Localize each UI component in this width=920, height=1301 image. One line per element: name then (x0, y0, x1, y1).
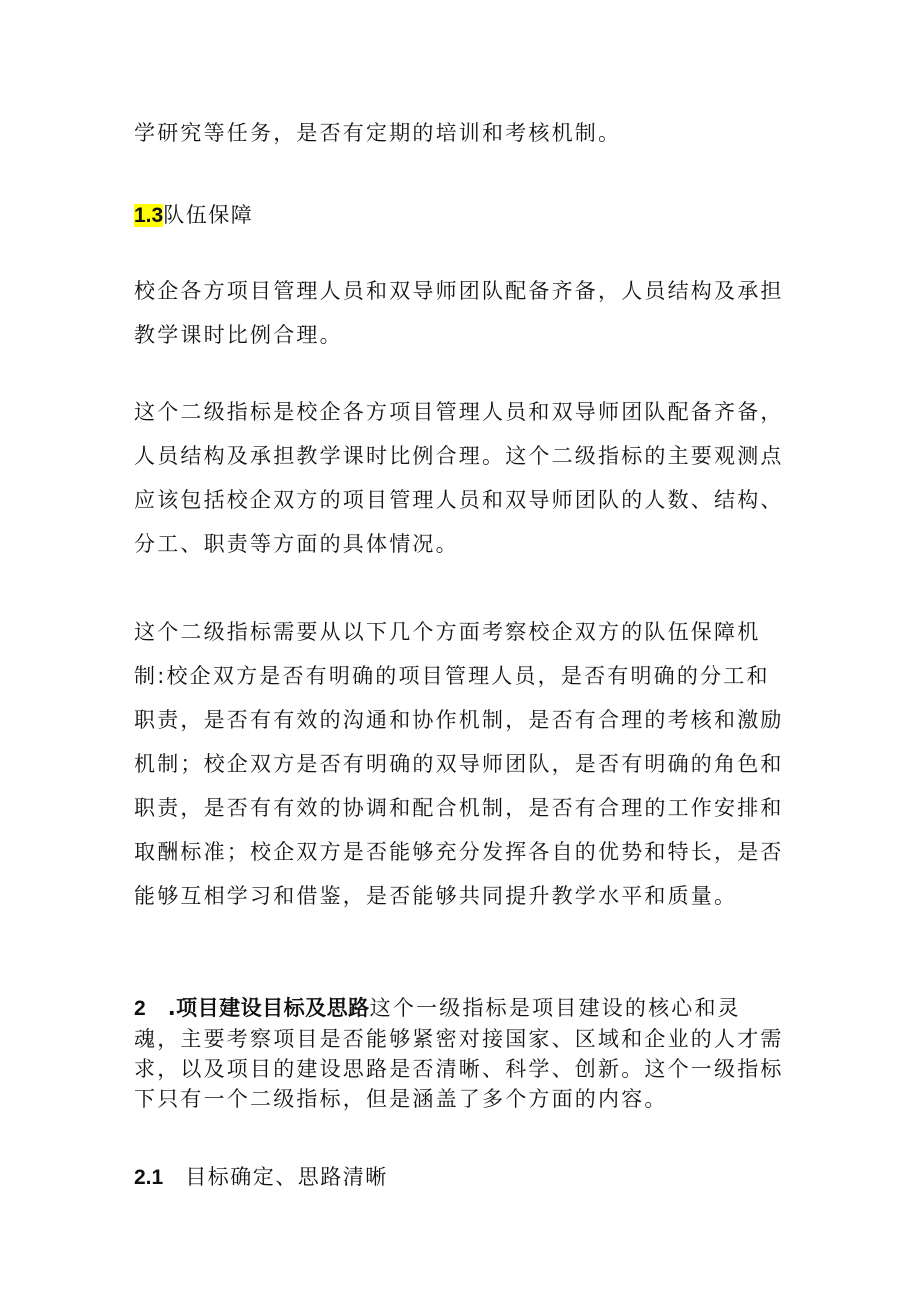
section-2-title: .项目建设目标及思路 (167, 996, 370, 1020)
paragraph-1-3-a: 校企各方项目管理人员和双导师团队配备齐备，人员结构及承担教学课时比例合理。 (134, 279, 784, 347)
section-2-number: 2 (134, 997, 146, 1020)
heading-2-1-title: 目标确定、思路清晰 (185, 1165, 388, 1189)
section-2-body: 这个一级指标是项目建设的核心和灵魂，主要考察项目是否能够紧密对接国家、区域和企业的人才需求，以及项目的建设思路是否清晰、科学、创新。这个一级指标下只有一个二级指标，但是涵盖了多个方面的内容。 (134, 996, 784, 1111)
paragraph-1-3-c: 这个二级指标需要从以下几个方面考察校企双方的队伍保障机制:校企双方是否有明确的项目管理人员，是否有明确的分工和职责，是否有有效的沟通和协作机制，是否有合理的考核和激励机制；校企双方是否有明确的双导师团队，是否有明确的角色和职责，是否有有效的协调和配合机制，是否有合理的工作安排和取酬标准；校企双方是否能够充分发挥各自的优势和特长，是否能够互相学习和借鉴，是否能够共同提升教学水平和质量。 (134, 620, 784, 908)
heading-1-3-number: 1.3 (134, 204, 164, 227)
paragraph-intro: 学研究等任务，是否有定期的培训和考核机制。 (134, 121, 622, 145)
paragraph-1-3-b: 这个二级指标是校企各方项目管理人员和双导师团队配备齐备，人员结构及承担教学课时比例合理。这个二级指标的主要观测点应该包括校企双方的项目管理人员和双导师团队的人数、结构、分工、职责等方面的具体情况。 (134, 400, 784, 556)
heading-2-1 (134, 1162, 388, 1193)
heading-1-3 (134, 200, 253, 231)
heading-2-1-number: 2.1 (134, 1166, 164, 1189)
heading-1-3-title: 队伍保障 (163, 203, 254, 227)
section-2 (134, 993, 784, 1114)
